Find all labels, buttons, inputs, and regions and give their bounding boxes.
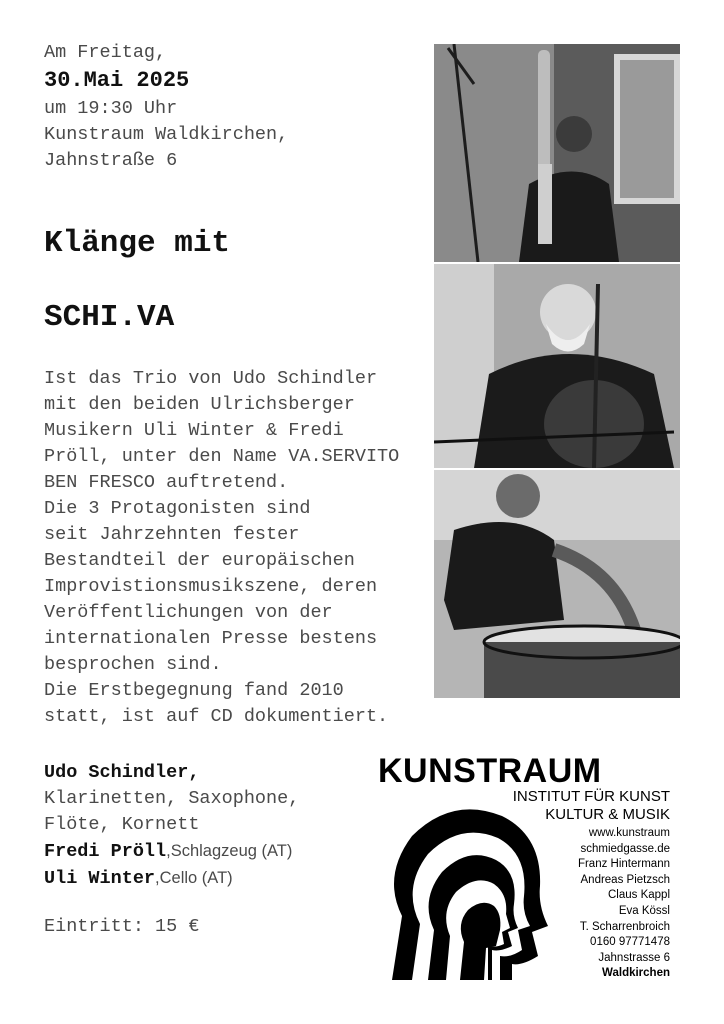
contact-address: Jahnstrasse 6 [598, 951, 670, 964]
description-line: BEN FRESCO auftretend. [44, 472, 289, 493]
kunstraum-logo-title: KUNSTRAUM [378, 752, 602, 790]
contact-city: Waldkirchen [602, 967, 670, 980]
event-date: 30.Mai 2025 [44, 68, 190, 93]
website-link[interactable]: schmiedgasse.de [580, 842, 670, 855]
event-street: Jahnstraße 6 [44, 150, 178, 171]
saxophone-player-photo [434, 44, 680, 262]
musician-name: Fredi Pröll [44, 841, 167, 862]
description-line: Ist das Trio von Udo Schindler [44, 368, 378, 389]
description-line: Bestandteil der europäischen [44, 550, 355, 571]
musician-separator: , [188, 762, 200, 783]
admission-price: Eintritt: 15 € [44, 916, 200, 937]
contact-name: Eva Kössl [618, 904, 670, 917]
title-line-1: Klänge mit [44, 226, 231, 261]
description-line: statt, ist auf CD dokumentiert. [44, 706, 389, 727]
contact-name: Franz Hintermann [577, 858, 670, 871]
title-line-2: SCHI.VA [44, 300, 175, 335]
contact-name: Andreas Pietzsch [580, 873, 670, 886]
contact-info [578, 826, 670, 982]
description-line: besprochen sind. [44, 654, 222, 675]
event-time: um 19:30 Uhr [44, 98, 178, 119]
event-day: Am Freitag, [44, 42, 167, 63]
drummer-photo [434, 470, 680, 698]
description-line: Die Erstbegegnung fand 2010 [44, 680, 344, 701]
musician-instruments: ,Cello (AT) [155, 869, 233, 887]
contact-phone: 0160 97771478 [590, 936, 670, 949]
description-line: Veröffentlichungen von der [44, 602, 333, 623]
description-line: Musikern Uli Winter & Fredi [44, 420, 344, 441]
description-line: Improvistionsmusikszene, deren [44, 576, 378, 597]
event-info [44, 40, 288, 174]
musician-name: Udo Schindler [44, 762, 189, 783]
description-line: Die 3 Protagonisten sind [44, 498, 311, 519]
website-link[interactable]: www.kunstraum [588, 827, 670, 839]
contact-name: T. Scharrenbroich [579, 920, 670, 933]
description-line: Pröll, unter den Name VA.SERVITO [44, 446, 400, 467]
musician-instruments: Klarinetten, Saxophone, [44, 788, 300, 809]
musician-instruments: ,Schlagzeug (AT) [166, 842, 293, 860]
heads-silhouette-icon [372, 796, 548, 980]
musician-instruments: Flöte, Kornett [44, 814, 200, 835]
logo-subtitle-line: INSTITUT FÜR KUNST [512, 788, 670, 805]
cellist-photo [434, 264, 680, 468]
logo-subtitle-line: KULTUR & MUSIK [545, 806, 670, 823]
description-line: mit den beiden Ulrichsberger [44, 394, 355, 415]
description-line: seit Jahrzehnten fester [44, 524, 300, 545]
description [44, 366, 434, 730]
musician-list [44, 760, 299, 892]
event-venue: Kunstraum Waldkirchen, [44, 124, 289, 145]
musician-name: Uli Winter [44, 868, 156, 889]
description-line: internationalen Presse bestens [44, 628, 378, 649]
contact-name: Claus Kappl [607, 889, 670, 902]
